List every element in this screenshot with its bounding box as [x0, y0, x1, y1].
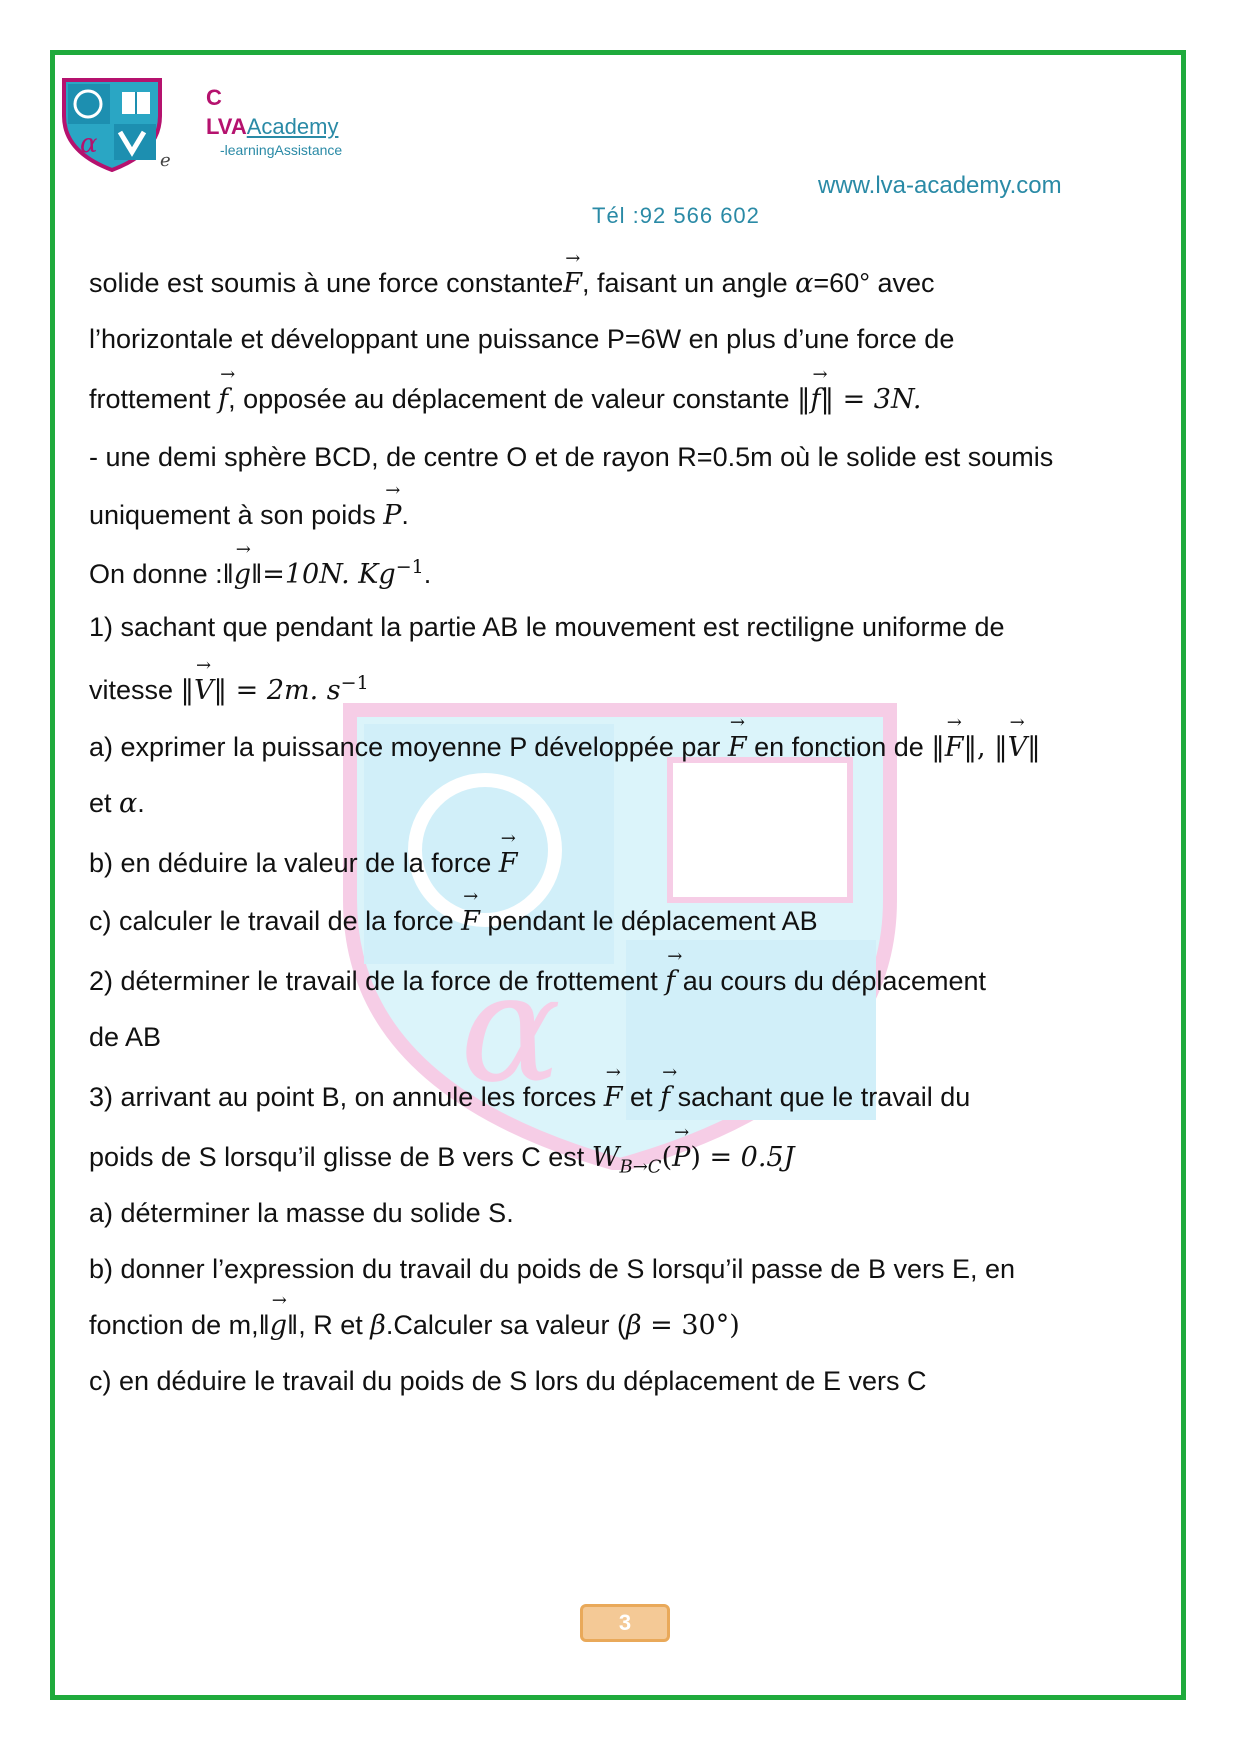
text-line-15: 3) arrivant au point B, on annule les forces F → et f → sachant que le travail du	[89, 1082, 970, 1113]
svg-text:α: α	[80, 129, 98, 159]
text-line-6: On donne :‖g →‖=10N. $Kg^{-1}$.	[89, 556, 431, 590]
brand-lva: LVA	[206, 113, 247, 139]
brand-block	[206, 84, 342, 159]
text-line-5: uniquement à son poids P →.	[89, 500, 409, 531]
vector-V: V →	[194, 675, 214, 706]
text-line-1: solide est soumis à une force constanteF →, faisant un angle α=60° avec	[89, 268, 935, 299]
text-line-9: a) exprimer la puissance moyenne P développée par F → en fonction de ‖F →‖, ‖V →‖	[89, 732, 1041, 763]
text-line-18: b) donner l’expression du travail du poids de S lorsqu’il passe de B vers E, en	[89, 1254, 1016, 1284]
text-line-16: poids de S lorsqu’il glisse de B vers C est $W_{B\to C}(P$ →) = 0.5J	[89, 1142, 794, 1177]
brand-c: C	[206, 85, 222, 110]
academy-logo	[58, 76, 166, 172]
text-line-2: l’horizontale et développant une puissance P=6W en plus d’une force de	[89, 324, 955, 354]
brand-e: e	[160, 150, 171, 171]
vector-f: f →	[218, 384, 228, 415]
vector-F: F →	[563, 268, 582, 299]
phone-number: Tél :92 566 602	[592, 203, 760, 228]
text-line-3: frottement f →, opposée au déplacement de valeur constante ‖f →‖ = 3N.	[89, 384, 921, 415]
text-line-14: de AB	[89, 1022, 162, 1052]
website-link[interactable]: www.lva-academy.com	[818, 172, 1062, 199]
text-line-4: - une demi sphère BCD, de centre O et de rayon R=0.5m où le solide est soumis	[89, 442, 1054, 472]
text-line-19: fonction de m,‖g →‖, R et β.Calculer sa valeur (β = 30°)	[89, 1310, 740, 1341]
text-line-13: 2) déterminer le travail de la force de frottement f → au cours du déplacement	[89, 966, 986, 997]
text-line-10: et α.	[89, 788, 145, 819]
vector-g: g →	[234, 559, 251, 590]
svg-text:α: α	[460, 942, 562, 1116]
text-line-8: vitesse ‖V →‖ = 2m. $s^{-1}$	[89, 672, 369, 706]
vector-P: P →	[383, 500, 401, 531]
brand-subtitle: -learningAssistance	[220, 142, 343, 159]
text-line-7: 1) sachant que pendant la partie AB le mouvement est rectiligne uniforme de	[89, 612, 1005, 642]
page-number: 3	[580, 1604, 670, 1642]
text-line-17: a) déterminer la masse du solide S.	[89, 1198, 514, 1228]
text-line-12: c) calculer le travail de la force F → pendant le déplacement AB	[89, 906, 818, 937]
brand-academy: Academy	[246, 113, 339, 139]
text-line-20: c) en déduire le travail du poids de S lors du déplacement de E vers C	[89, 1366, 927, 1396]
text-line-11: b) en déduire la valeur de la force F →	[89, 848, 517, 879]
